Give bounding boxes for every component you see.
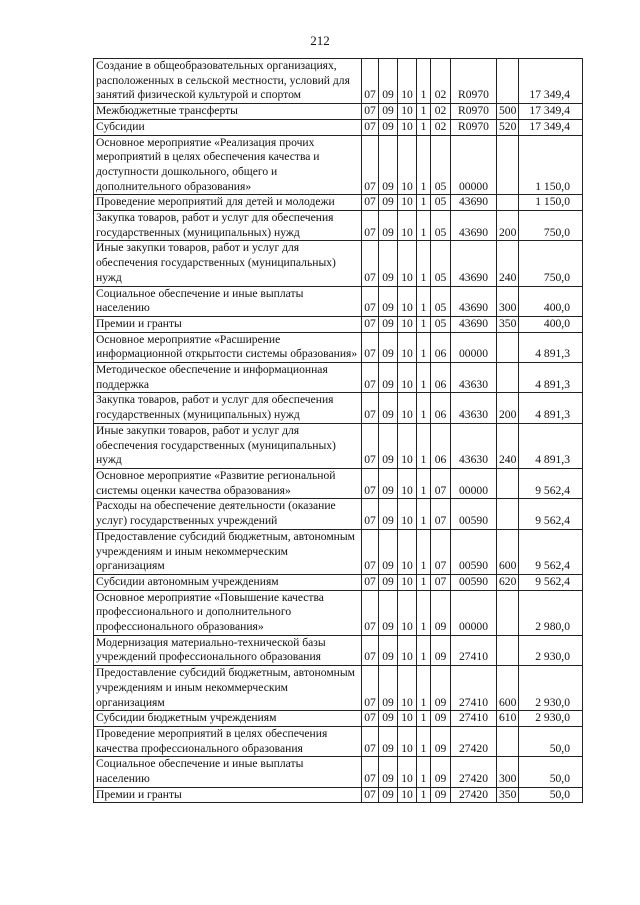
table-row bbox=[94, 393, 583, 423]
row-sum: 1 150,0 bbox=[519, 135, 583, 195]
row-code-2: 1 bbox=[417, 499, 431, 529]
row-code-2: 1 bbox=[417, 757, 431, 787]
row-vr: 300 bbox=[497, 757, 519, 787]
row-code-4: 43690 bbox=[451, 241, 497, 286]
row-name: Методическое обеспечение и информационная поддержка bbox=[94, 363, 362, 393]
row-sum: 400,0 bbox=[519, 316, 583, 332]
row-rz: 07 bbox=[362, 529, 379, 574]
row-name: Создание в общеобразовательных организациях, расположенных в сельской местности, условий для занятий физической культурой и спортом bbox=[94, 59, 362, 104]
row-rz: 07 bbox=[362, 711, 379, 727]
table-body bbox=[94, 59, 583, 803]
row-code-4: 27420 bbox=[451, 726, 497, 756]
row-code-4: R0970 bbox=[451, 119, 497, 135]
row-code-2: 1 bbox=[417, 787, 431, 803]
row-code-1: 10 bbox=[398, 363, 417, 393]
row-sum: 17 349,4 bbox=[519, 59, 583, 104]
row-pr: 09 bbox=[379, 332, 398, 362]
row-name: Социальное обеспечение и иные выплаты населению bbox=[94, 757, 362, 787]
row-code-4: 00590 bbox=[451, 574, 497, 590]
row-rz: 07 bbox=[362, 135, 379, 195]
row-code-3: 09 bbox=[431, 787, 451, 803]
row-vr bbox=[497, 726, 519, 756]
row-code-3: 07 bbox=[431, 529, 451, 574]
row-code-3: 09 bbox=[431, 711, 451, 727]
row-name: Субсидии автономным учреждениям bbox=[94, 574, 362, 590]
row-code-3: 05 bbox=[431, 135, 451, 195]
row-code-2: 1 bbox=[417, 316, 431, 332]
row-pr: 09 bbox=[379, 726, 398, 756]
row-code-1: 10 bbox=[398, 499, 417, 529]
row-name: Предоставление субсидий бюджетным, автономным учреждениям и иным некоммерческим организациям bbox=[94, 529, 362, 574]
row-code-3: 09 bbox=[431, 757, 451, 787]
row-rz: 07 bbox=[362, 211, 379, 241]
row-name: Межбюджетные трансферты bbox=[94, 104, 362, 120]
row-name: Проведение мероприятий для детей и молодежи bbox=[94, 195, 362, 211]
row-rz: 07 bbox=[362, 393, 379, 423]
row-pr: 09 bbox=[379, 195, 398, 211]
row-pr: 09 bbox=[379, 499, 398, 529]
table-row bbox=[94, 316, 583, 332]
row-code-1: 10 bbox=[398, 104, 417, 120]
table-row bbox=[94, 666, 583, 711]
table-row bbox=[94, 635, 583, 665]
table-row bbox=[94, 574, 583, 590]
row-name: Предоставление субсидий бюджетным, автономным учреждениям и иным некоммерческим организациям bbox=[94, 666, 362, 711]
row-pr: 09 bbox=[379, 590, 398, 635]
row-code-1: 10 bbox=[398, 711, 417, 727]
row-pr: 09 bbox=[379, 119, 398, 135]
row-rz: 07 bbox=[362, 726, 379, 756]
row-code-1: 10 bbox=[398, 468, 417, 498]
row-code-2: 1 bbox=[417, 363, 431, 393]
row-code-1: 10 bbox=[398, 119, 417, 135]
row-vr: 600 bbox=[497, 529, 519, 574]
table-row bbox=[94, 529, 583, 574]
table-row bbox=[94, 787, 583, 803]
row-code-3: 09 bbox=[431, 590, 451, 635]
row-name: Основное мероприятие «Развитие региональной системы оценки качества образования» bbox=[94, 468, 362, 498]
row-rz: 07 bbox=[362, 574, 379, 590]
row-code-4: 43690 bbox=[451, 316, 497, 332]
row-name: Субсидии bbox=[94, 119, 362, 135]
row-name: Проведение мероприятий в целях обеспечения качества профессионального образования bbox=[94, 726, 362, 756]
row-code-2: 1 bbox=[417, 211, 431, 241]
row-sum: 9 562,4 bbox=[519, 468, 583, 498]
row-code-4: 00590 bbox=[451, 499, 497, 529]
row-name: Премии и гранты bbox=[94, 787, 362, 803]
row-code-3: 07 bbox=[431, 499, 451, 529]
row-code-1: 10 bbox=[398, 393, 417, 423]
row-vr: 350 bbox=[497, 316, 519, 332]
row-name: Иные закупки товаров, работ и услуг для обеспечения государственных (муниципальных) нужд bbox=[94, 241, 362, 286]
row-code-1: 10 bbox=[398, 286, 417, 316]
row-vr: 600 bbox=[497, 666, 519, 711]
row-rz: 07 bbox=[362, 119, 379, 135]
table-row bbox=[94, 104, 583, 120]
row-code-4: 00590 bbox=[451, 529, 497, 574]
row-code-3: 02 bbox=[431, 59, 451, 104]
row-vr bbox=[497, 635, 519, 665]
row-code-4: 00000 bbox=[451, 332, 497, 362]
row-code-2: 1 bbox=[417, 332, 431, 362]
row-code-2: 1 bbox=[417, 468, 431, 498]
row-code-4: 43690 bbox=[451, 195, 497, 211]
row-pr: 09 bbox=[379, 363, 398, 393]
row-name: Основное мероприятие «Расширение информационной открытости системы образования» bbox=[94, 332, 362, 362]
row-rz: 07 bbox=[362, 666, 379, 711]
row-name: Основное мероприятие «Повышение качества профессионального и дополнительного профессионального образования» bbox=[94, 590, 362, 635]
row-code-1: 10 bbox=[398, 787, 417, 803]
row-code-2: 1 bbox=[417, 119, 431, 135]
row-sum: 4 891,3 bbox=[519, 393, 583, 423]
row-code-4: 00000 bbox=[451, 468, 497, 498]
row-code-3: 05 bbox=[431, 286, 451, 316]
row-code-1: 10 bbox=[398, 59, 417, 104]
row-pr: 09 bbox=[379, 316, 398, 332]
row-code-3: 05 bbox=[431, 241, 451, 286]
row-name: Премии и гранты bbox=[94, 316, 362, 332]
row-sum: 2 930,0 bbox=[519, 635, 583, 665]
table-row bbox=[94, 590, 583, 635]
row-vr bbox=[497, 590, 519, 635]
row-code-3: 09 bbox=[431, 635, 451, 665]
row-code-3: 09 bbox=[431, 726, 451, 756]
row-sum: 2 980,0 bbox=[519, 590, 583, 635]
row-sum: 9 562,4 bbox=[519, 499, 583, 529]
row-code-4: 43630 bbox=[451, 423, 497, 468]
row-code-2: 1 bbox=[417, 635, 431, 665]
row-rz: 07 bbox=[362, 468, 379, 498]
row-code-3: 06 bbox=[431, 423, 451, 468]
row-sum: 750,0 bbox=[519, 241, 583, 286]
row-code-1: 10 bbox=[398, 635, 417, 665]
row-pr: 09 bbox=[379, 104, 398, 120]
row-name: Модернизация материально-технической базы учреждений профессионального образования bbox=[94, 635, 362, 665]
page-number: 212 bbox=[310, 33, 330, 48]
table-row bbox=[94, 135, 583, 195]
row-code-2: 1 bbox=[417, 135, 431, 195]
row-name: Закупка товаров, работ и услуг для обеспечения государственных (муниципальных) нужд bbox=[94, 393, 362, 423]
row-pr: 09 bbox=[379, 666, 398, 711]
row-code-4: R0970 bbox=[451, 104, 497, 120]
table-row bbox=[94, 468, 583, 498]
row-code-4: 27420 bbox=[451, 787, 497, 803]
row-rz: 07 bbox=[362, 757, 379, 787]
row-code-2: 1 bbox=[417, 529, 431, 574]
row-code-3: 06 bbox=[431, 332, 451, 362]
row-code-1: 10 bbox=[398, 241, 417, 286]
table-row bbox=[94, 119, 583, 135]
table-row bbox=[94, 332, 583, 362]
row-vr bbox=[497, 135, 519, 195]
row-code-2: 1 bbox=[417, 711, 431, 727]
row-code-3: 02 bbox=[431, 104, 451, 120]
row-vr: 610 bbox=[497, 711, 519, 727]
table-row bbox=[94, 499, 583, 529]
row-code-1: 10 bbox=[398, 211, 417, 241]
row-sum: 400,0 bbox=[519, 286, 583, 316]
row-code-2: 1 bbox=[417, 241, 431, 286]
row-sum: 4 891,3 bbox=[519, 423, 583, 468]
row-pr: 09 bbox=[379, 757, 398, 787]
row-name: Закупка товаров, работ и услуг для обеспечения государственных (муниципальных) нужд bbox=[94, 211, 362, 241]
row-rz: 07 bbox=[362, 59, 379, 104]
row-code-3: 09 bbox=[431, 666, 451, 711]
row-code-3: 02 bbox=[431, 119, 451, 135]
row-code-1: 10 bbox=[398, 529, 417, 574]
row-vr bbox=[497, 468, 519, 498]
row-code-2: 1 bbox=[417, 423, 431, 468]
row-vr bbox=[497, 332, 519, 362]
row-rz: 07 bbox=[362, 423, 379, 468]
row-code-3: 05 bbox=[431, 195, 451, 211]
row-vr: 300 bbox=[497, 286, 519, 316]
row-sum: 50,0 bbox=[519, 726, 583, 756]
table-row bbox=[94, 726, 583, 756]
table-row bbox=[94, 59, 583, 104]
row-vr bbox=[497, 363, 519, 393]
row-vr: 200 bbox=[497, 211, 519, 241]
row-sum: 750,0 bbox=[519, 211, 583, 241]
row-code-1: 10 bbox=[398, 757, 417, 787]
row-rz: 07 bbox=[362, 499, 379, 529]
row-sum: 9 562,4 bbox=[519, 529, 583, 574]
row-sum: 4 891,3 bbox=[519, 363, 583, 393]
row-pr: 09 bbox=[379, 241, 398, 286]
row-pr: 09 bbox=[379, 529, 398, 574]
row-code-1: 10 bbox=[398, 590, 417, 635]
row-sum: 50,0 bbox=[519, 787, 583, 803]
row-pr: 09 bbox=[379, 59, 398, 104]
row-name: Субсидии бюджетным учреждениям bbox=[94, 711, 362, 727]
row-code-2: 1 bbox=[417, 726, 431, 756]
row-rz: 07 bbox=[362, 332, 379, 362]
row-pr: 09 bbox=[379, 468, 398, 498]
row-pr: 09 bbox=[379, 423, 398, 468]
row-pr: 09 bbox=[379, 711, 398, 727]
row-code-1: 10 bbox=[398, 332, 417, 362]
row-vr: 500 bbox=[497, 104, 519, 120]
table-row bbox=[94, 363, 583, 393]
row-sum: 1 150,0 bbox=[519, 195, 583, 211]
row-sum: 4 891,3 bbox=[519, 332, 583, 362]
row-code-2: 1 bbox=[417, 104, 431, 120]
row-rz: 07 bbox=[362, 286, 379, 316]
row-code-3: 07 bbox=[431, 468, 451, 498]
row-code-2: 1 bbox=[417, 393, 431, 423]
row-rz: 07 bbox=[362, 787, 379, 803]
row-code-4: 00000 bbox=[451, 135, 497, 195]
row-pr: 09 bbox=[379, 393, 398, 423]
row-code-3: 05 bbox=[431, 211, 451, 241]
row-code-4: 27410 bbox=[451, 711, 497, 727]
row-code-3: 05 bbox=[431, 316, 451, 332]
row-name: Расходы на обеспечение деятельности (оказание услуг) государственных учреждений bbox=[94, 499, 362, 529]
row-code-2: 1 bbox=[417, 59, 431, 104]
row-code-2: 1 bbox=[417, 666, 431, 711]
row-rz: 07 bbox=[362, 363, 379, 393]
row-rz: 07 bbox=[362, 590, 379, 635]
row-vr: 520 bbox=[497, 119, 519, 135]
row-name: Социальное обеспечение и иные выплаты населению bbox=[94, 286, 362, 316]
row-code-4: 00000 bbox=[451, 590, 497, 635]
row-rz: 07 bbox=[362, 635, 379, 665]
table-row bbox=[94, 195, 583, 211]
row-code-2: 1 bbox=[417, 286, 431, 316]
row-pr: 09 bbox=[379, 135, 398, 195]
row-code-4: 27410 bbox=[451, 666, 497, 711]
row-code-1: 10 bbox=[398, 316, 417, 332]
row-pr: 09 bbox=[379, 635, 398, 665]
row-pr: 09 bbox=[379, 574, 398, 590]
row-pr: 09 bbox=[379, 211, 398, 241]
row-sum: 50,0 bbox=[519, 757, 583, 787]
row-code-2: 1 bbox=[417, 590, 431, 635]
row-name: Основное мероприятие «Реализация прочих мероприятий в целях обеспечения качества и доступности дошкольного, общего и дополнительного образования» bbox=[94, 135, 362, 195]
row-code-4: 43630 bbox=[451, 393, 497, 423]
row-code-3: 07 bbox=[431, 574, 451, 590]
row-code-3: 06 bbox=[431, 363, 451, 393]
row-vr bbox=[497, 195, 519, 211]
row-sum: 17 349,4 bbox=[519, 104, 583, 120]
row-vr: 350 bbox=[497, 787, 519, 803]
row-code-1: 10 bbox=[398, 726, 417, 756]
row-rz: 07 bbox=[362, 104, 379, 120]
row-name: Иные закупки товаров, работ и услуг для обеспечения государственных (муниципальных) нужд bbox=[94, 423, 362, 468]
row-code-2: 1 bbox=[417, 574, 431, 590]
row-rz: 07 bbox=[362, 316, 379, 332]
row-code-1: 10 bbox=[398, 195, 417, 211]
table-row bbox=[94, 241, 583, 286]
row-vr: 200 bbox=[497, 393, 519, 423]
row-vr bbox=[497, 499, 519, 529]
row-vr: 620 bbox=[497, 574, 519, 590]
table-row bbox=[94, 423, 583, 468]
row-code-1: 10 bbox=[398, 574, 417, 590]
row-code-4: 43690 bbox=[451, 211, 497, 241]
table-row bbox=[94, 211, 583, 241]
table-row bbox=[94, 757, 583, 787]
row-code-4: 43690 bbox=[451, 286, 497, 316]
budget-table bbox=[93, 58, 583, 803]
row-rz: 07 bbox=[362, 195, 379, 211]
row-code-3: 06 bbox=[431, 393, 451, 423]
row-pr: 09 bbox=[379, 286, 398, 316]
row-sum: 17 349,4 bbox=[519, 119, 583, 135]
row-vr: 240 bbox=[497, 241, 519, 286]
row-vr bbox=[497, 59, 519, 104]
row-code-1: 10 bbox=[398, 423, 417, 468]
row-rz: 07 bbox=[362, 241, 379, 286]
row-code-1: 10 bbox=[398, 135, 417, 195]
row-code-1: 10 bbox=[398, 666, 417, 711]
row-pr: 09 bbox=[379, 787, 398, 803]
row-code-4: 27420 bbox=[451, 757, 497, 787]
row-sum: 2 930,0 bbox=[519, 711, 583, 727]
row-sum: 9 562,4 bbox=[519, 574, 583, 590]
row-code-2: 1 bbox=[417, 195, 431, 211]
row-code-4: 27410 bbox=[451, 635, 497, 665]
table-row bbox=[94, 711, 583, 727]
row-code-4: R0970 bbox=[451, 59, 497, 104]
row-vr: 240 bbox=[497, 423, 519, 468]
row-code-4: 43630 bbox=[451, 363, 497, 393]
row-sum: 2 930,0 bbox=[519, 666, 583, 711]
table-row bbox=[94, 286, 583, 316]
